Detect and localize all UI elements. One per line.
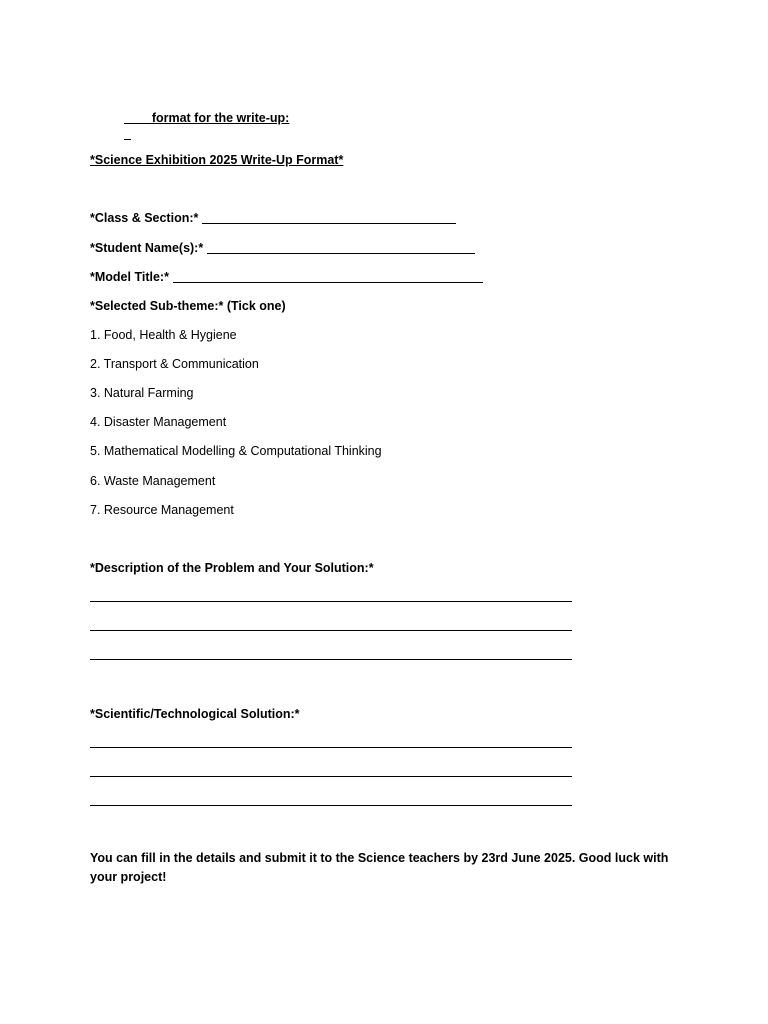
description-line-2[interactable] <box>90 630 572 631</box>
scientific-line-2[interactable] <box>90 776 572 777</box>
student-names-label: *Student Name(s):* <box>90 241 204 255</box>
subtheme-option-2[interactable]: 2. Transport & Communication <box>90 357 259 371</box>
subtheme-option-3[interactable]: 3. Natural Farming <box>90 386 194 400</box>
scientific-heading: *Scientific/Technological Solution:* <box>90 707 300 721</box>
class-section-field <box>90 210 456 226</box>
model-title-blank[interactable] <box>173 281 483 283</box>
scientific-line-1[interactable] <box>90 747 572 748</box>
student-names-field <box>90 240 475 256</box>
scientific-line-3[interactable] <box>90 805 572 806</box>
document-title: *Science Exhibition 2025 Write-Up Format* <box>90 153 344 167</box>
description-line-3[interactable] <box>90 659 572 660</box>
page-heading <box>124 94 289 142</box>
closing-note: You can fill in the details and submit it to the Science teachers by 23rd June 2025. Good luck with your project! <box>90 851 669 884</box>
model-title-label: *Model Title:* <box>90 270 169 284</box>
subtheme-option-7[interactable]: 7. Resource Management <box>90 503 234 517</box>
class-section-blank[interactable] <box>202 222 456 224</box>
subtheme-option-4[interactable]: 4. Disaster Management <box>90 415 227 429</box>
subtheme-label: *Selected Sub-theme:* (Tick one) <box>90 299 286 313</box>
heading-prefix-blank <box>138 111 152 125</box>
model-title-field <box>90 269 483 285</box>
heading-text: format for the write-up: <box>151 111 290 125</box>
student-names-blank[interactable] <box>207 252 475 254</box>
class-section-label: *Class & Section:* <box>90 211 199 225</box>
subtheme-option-6[interactable]: 6. Waste Management <box>90 474 216 488</box>
description-heading: *Description of the Problem and Your Solution:* <box>90 561 374 575</box>
subtheme-option-1[interactable]: 1. Food, Health & Hygiene <box>90 328 237 342</box>
description-line-1[interactable] <box>90 601 572 602</box>
subtheme-option-5[interactable]: 5. Mathematical Modelling & Computational Thinking <box>90 444 382 458</box>
